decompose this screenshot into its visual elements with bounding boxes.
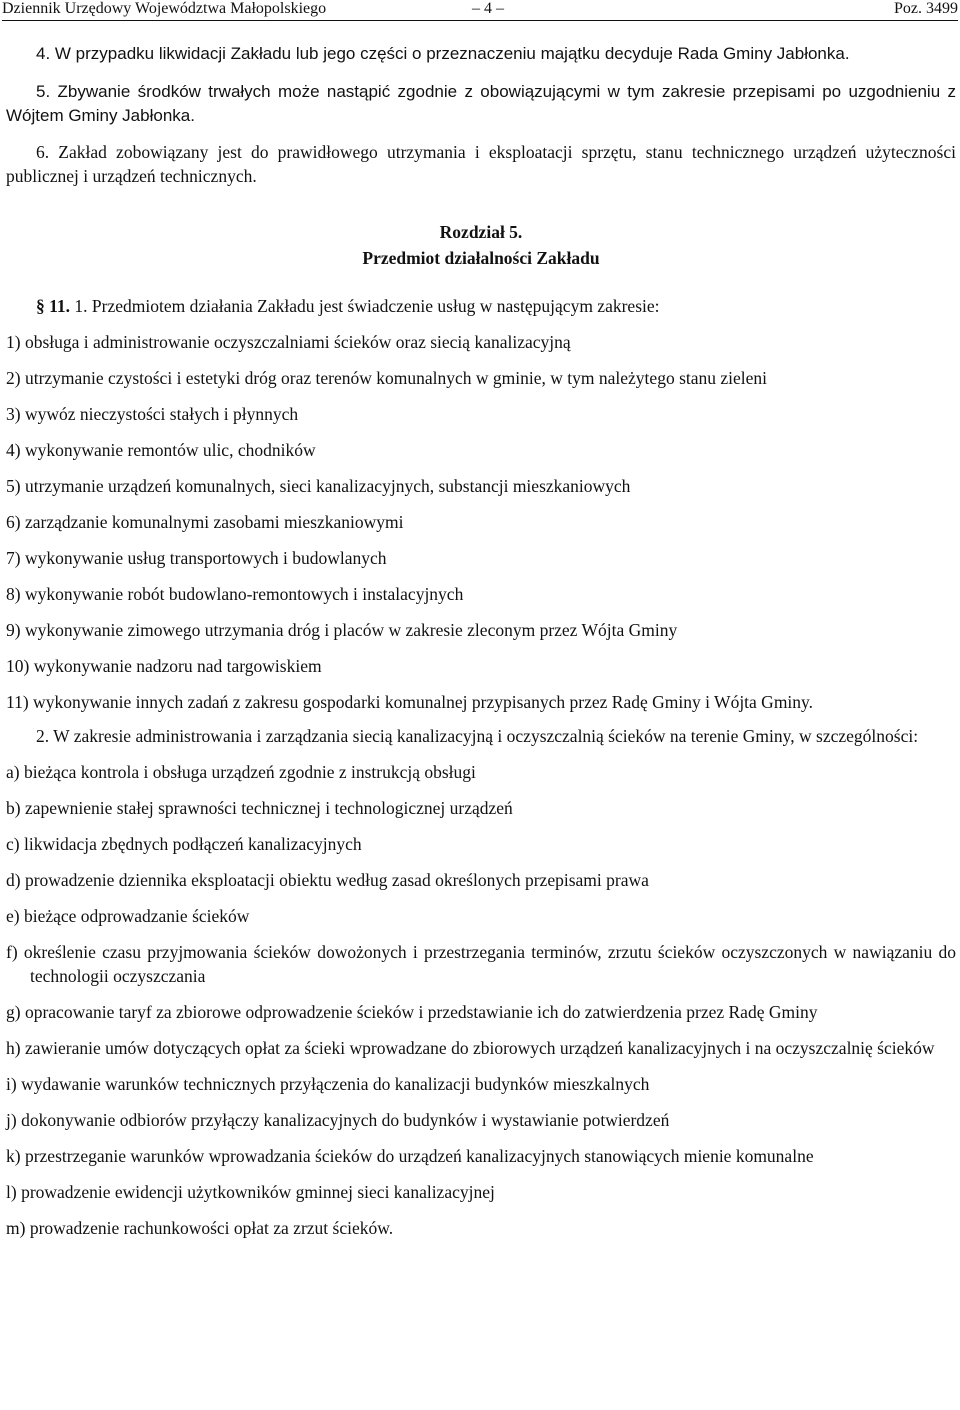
list-item: f) określenie czasu przyjmowania ścieków dowożonych i przestrzegania terminów, zrzutu ścieków oczyszczonych w nawiązaniu do technologii oczyszczania	[6, 942, 956, 986]
list-item: k) przestrzeganie warunków wprowadzania ścieków do urządzeń kanalizacyjnych stanowiących mienie komunalne	[6, 1146, 814, 1166]
chapter-title: Przedmiot działalności Zakładu	[362, 248, 600, 268]
list-item: d) prowadzenie dziennika eksploatacji obiektu według zasad określonych przepisami prawa	[6, 870, 649, 890]
list-item: 3) wywóz nieczystości stałych i płynnych	[6, 404, 299, 424]
numbered-list	[6, 330, 956, 714]
document-body	[6, 36, 956, 1240]
page-number: – 4 –	[472, 0, 504, 17]
list-item: h) zawieranie umów dotyczących opłat za ścieki wprowadzane do zbiorowych urządzeń kanalizacyjnych i na oczyszczalnię ścieków	[6, 1038, 935, 1058]
list-item: 2) utrzymanie czystości i estetyki dróg oraz terenów komunalnych w gminie, w tym należytego stanu zieleni	[6, 368, 768, 388]
list-item: i) wydawanie warunków technicznych przyłączenia do kanalizacji budynków mieszkalnych	[6, 1074, 650, 1094]
paragraph-5: 5. Zbywanie środków trwałych może nastąpić zgodnie z obowiązującymi w tym zakresie przepisami po uzgodnieniu z Wójtem Gminy Jabłonka.	[6, 82, 956, 125]
list-item: j) dokonywanie odbiorów przyłączy kanalizacyjnych do budynków i wystawianie potwierdzeń	[6, 1110, 670, 1130]
list-item: 10) wykonywanie nadzoru nad targowiskiem	[6, 656, 322, 676]
list-item: b) zapewnienie stałej sprawności technicznej i technologicznej urządzeń	[6, 798, 513, 818]
list-item: a) bieżąca kontrola i obsługa urządzeń zgodnie z instrukcją obsługi	[6, 762, 476, 782]
list-item: 8) wykonywanie robót budowlano-remontowych i instalacyjnych	[6, 584, 464, 604]
page-header	[2, 0, 958, 21]
list-item: 9) wykonywanie zimowego utrzymania dróg i placów w zakresie zleconym przez Wójta Gminy	[6, 620, 678, 640]
list-item: e) bieżące odprowadzanie ścieków	[6, 906, 250, 926]
list-item: g) opracowanie taryf za zbiorowe odprowadzenie ścieków i przedstawianie ich do zatwierdzenia przez Radę Gminy	[6, 1002, 818, 1022]
list-item: 11) wykonywanie innych zadań z zakresu gospodarki komunalnej przypisanych przez Radę Gminy i Wójta Gminy.	[6, 692, 814, 712]
list-item: m) prowadzenie rachunkowości opłat za zrzut ścieków.	[6, 1218, 394, 1238]
section-mark: § 11.	[36, 296, 71, 316]
list-item: 4) wykonywanie remontów ulic, chodników	[6, 440, 316, 460]
paragraph-6: 6. Zakład zobowiązany jest do prawidłowego utrzymania i eksploatacji sprzętu, stanu technicznego urządzeń użyteczności publicznej i urządzeń technicznych.	[6, 142, 956, 186]
position-number: Poz. 3499	[894, 0, 958, 17]
list-item: 1) obsługa i administrowanie oczyszczalniami ścieków oraz siecią kanalizacyjną	[6, 332, 571, 352]
list-item: 5) utrzymanie urządzeń komunalnych, sieci kanalizacyjnych, substancji mieszkaniowych	[6, 476, 631, 496]
section-11	[6, 294, 956, 318]
list-item: 7) wykonywanie usług transportowych i budowlanych	[6, 548, 387, 568]
list-item: l) prowadzenie ewidencji użytkowników gminnej sieci kanalizacyjnej	[6, 1182, 495, 1202]
list-item: 6) zarządzanie komunalnymi zasobami mieszkaniowymi	[6, 512, 404, 532]
publication-title: Dziennik Urzędowy Województwa Małopolskiego	[2, 0, 327, 17]
chapter-number: Rozdział 5.	[439, 222, 523, 242]
section-intro: 1. Przedmiotem działania Zakładu jest świadczenie usług w następującym zakresie:	[74, 296, 660, 316]
lettered-list	[6, 760, 956, 1240]
paragraph-2: 2. W zakresie administrowania i zarządzania siecią kanalizacyjną i oczyszczalnią ścieków na terenie Gminy, w szczególności:	[36, 726, 919, 746]
list-item: c) likwidacja zbędnych podłączeń kanalizacyjnych	[6, 834, 362, 854]
paragraph-4: 4. W przypadku likwidacji Zakładu lub jego części o przeznaczeniu majątku decyduje Rada Gminy Jabłonka.	[36, 44, 850, 63]
